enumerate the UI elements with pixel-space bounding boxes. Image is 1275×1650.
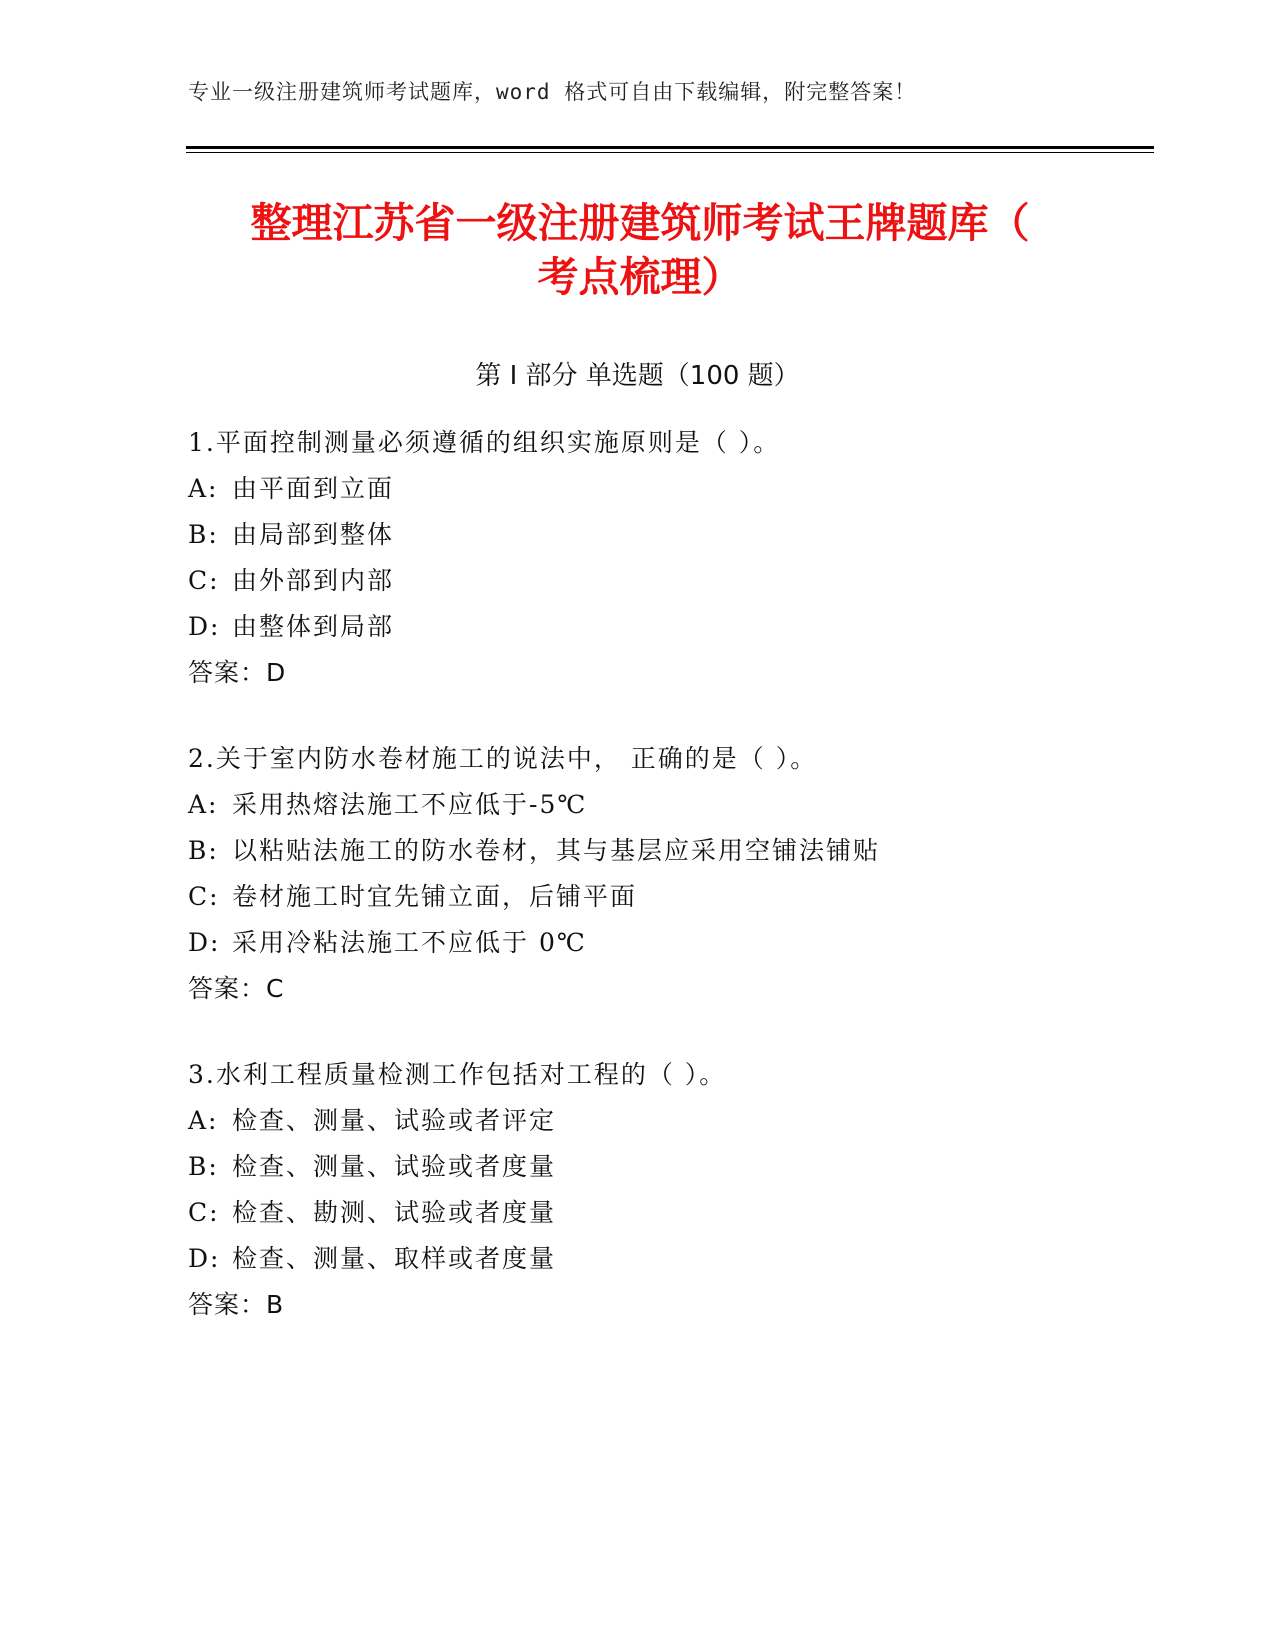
question-stem: 2.关于室内防水卷材施工的说法中， 正确的是（ ）。	[188, 744, 818, 773]
option-key: D:	[188, 1244, 221, 1273]
answer-line: 答案：D	[188, 658, 287, 687]
option-text: 检查、勘测、试验或者度量	[232, 1198, 557, 1227]
option-key: A:	[188, 790, 219, 819]
header-note: 专业一级注册建筑师考试题库，word 格式可自由下载编辑，附完整答案！	[188, 80, 917, 104]
option-b	[188, 828, 1188, 874]
option-c	[188, 874, 1188, 920]
option-a	[188, 782, 1188, 828]
answer-line: 答案：B	[188, 1290, 285, 1319]
option-text: 采用热熔法施工不应低于-5℃	[232, 790, 588, 819]
header-rule-thick	[186, 146, 1154, 149]
document-title-line-2: 考点梳理）	[537, 253, 743, 301]
option-key: A:	[188, 474, 219, 503]
option-a	[188, 466, 1188, 512]
option-text: 由局部到整体	[232, 520, 395, 549]
option-c	[188, 1190, 1188, 1236]
option-key: A:	[188, 1106, 219, 1135]
option-text: 检查、测量、试验或者度量	[232, 1152, 557, 1181]
option-text: 检查、测量、试验或者评定	[232, 1106, 557, 1135]
question-2	[188, 736, 1188, 1012]
option-d	[188, 1236, 1188, 1282]
section-title: 第 I 部分 单选题（100 题）	[475, 361, 800, 391]
answer-line: 答案：C	[188, 974, 285, 1003]
option-c	[188, 558, 1188, 604]
option-key: C:	[188, 566, 220, 595]
option-text: 检查、测量、取样或者度量	[232, 1244, 557, 1273]
header-rule-thin	[186, 152, 1154, 153]
option-text: 由平面到立面	[232, 474, 395, 503]
question-stem: 3.水利工程质量检测工作包括对工程的（ ）。	[188, 1060, 727, 1089]
option-key: D:	[188, 612, 221, 641]
option-b	[188, 1144, 1188, 1190]
option-key: B:	[188, 520, 219, 549]
question-stem: 1.平面控制测量必须遵循的组织实施原则是（ ）。	[188, 428, 781, 457]
option-text: 由外部到内部	[232, 566, 395, 595]
option-text: 采用冷粘法施工不应低于 0℃	[232, 928, 587, 957]
question-3	[188, 1052, 1188, 1328]
document-title	[140, 196, 1140, 304]
option-d	[188, 604, 1188, 650]
option-text: 卷材施工时宜先铺立面，后铺平面	[232, 882, 638, 911]
option-key: B:	[188, 1152, 219, 1181]
option-key: C:	[188, 882, 220, 911]
question-1	[188, 420, 1188, 696]
option-b	[188, 512, 1188, 558]
option-text: 以粘贴法施工的防水卷材，其与基层应采用空铺法铺贴	[232, 836, 881, 865]
option-a	[188, 1098, 1188, 1144]
document-title-line-1: 整理江苏省一级注册建筑师考试王牌题库（	[250, 199, 1030, 247]
option-d	[188, 920, 1188, 966]
option-key: B:	[188, 836, 219, 865]
option-text: 由整体到局部	[232, 612, 395, 641]
option-key: C:	[188, 1198, 220, 1227]
option-key: D:	[188, 928, 221, 957]
